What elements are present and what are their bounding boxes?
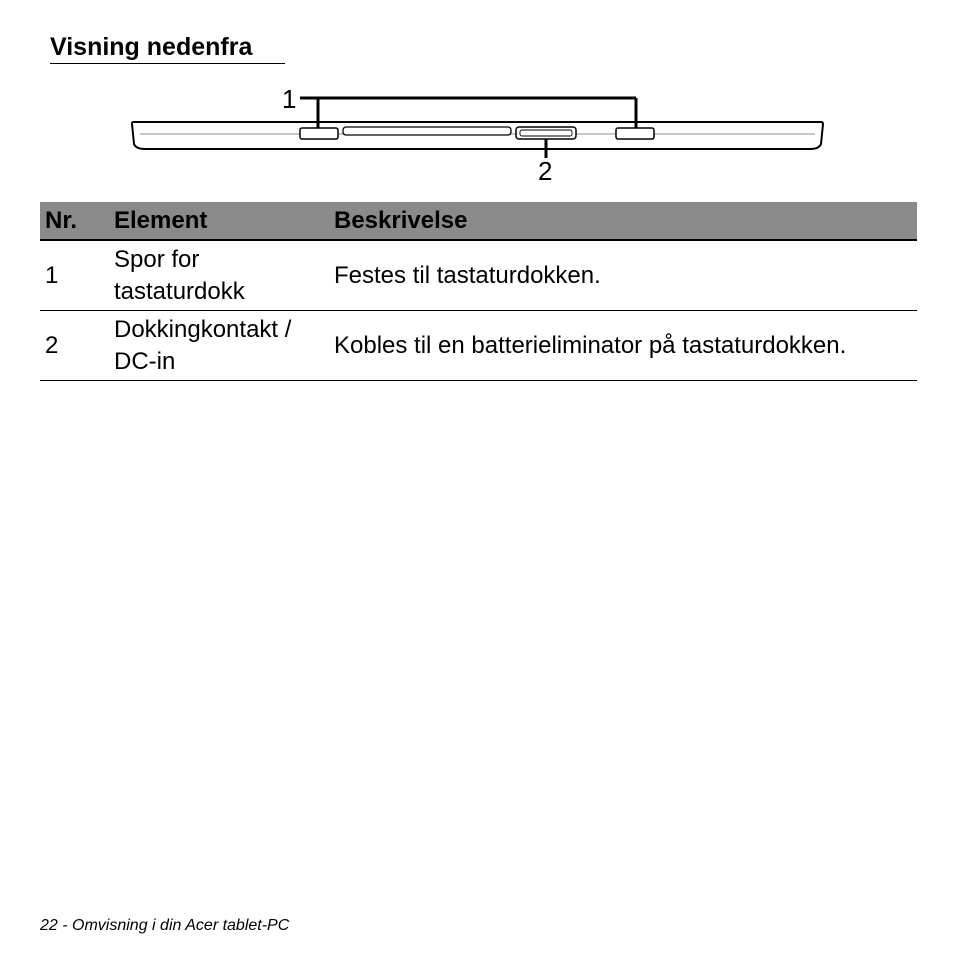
header-nr: Nr.: [40, 202, 109, 240]
row-element-line2: tastaturdokk: [114, 277, 245, 305]
page-footer: 22 - Omvisning i din Acer tablet-PC: [40, 917, 290, 934]
callout-2-label: 2: [538, 156, 553, 186]
components-table: [40, 202, 917, 381]
callout-1-label: 1: [282, 84, 297, 114]
tablet-bottom-view-figure: [0, 0, 954, 200]
row-description: Kobles til en batterieliminator på tastaturdokken.: [329, 311, 917, 381]
bottom-long-slot: [343, 127, 511, 135]
callout-1-bracket: [300, 98, 636, 128]
header-element: Element: [109, 202, 329, 240]
row-element-line2: DC-in: [114, 347, 176, 375]
row-nr: 2: [40, 311, 109, 381]
header-description: Beskrivelse: [329, 202, 917, 240]
row-description: Festes til tastaturdokken.: [329, 240, 917, 311]
row-element-line1: Dokkingkontakt /: [114, 315, 292, 343]
table-row: [40, 311, 917, 381]
table-row: [40, 240, 917, 311]
row-element: [109, 240, 329, 311]
dock-slot-left: [300, 128, 338, 139]
row-nr: 1: [40, 240, 109, 311]
docking-connector: [516, 127, 576, 139]
dock-slot-right: [616, 128, 654, 139]
table-header-row: [40, 202, 917, 240]
row-element-line1: Spor for: [114, 245, 200, 273]
row-element: [109, 311, 329, 381]
section-heading: Visning nedenfra: [50, 33, 253, 61]
